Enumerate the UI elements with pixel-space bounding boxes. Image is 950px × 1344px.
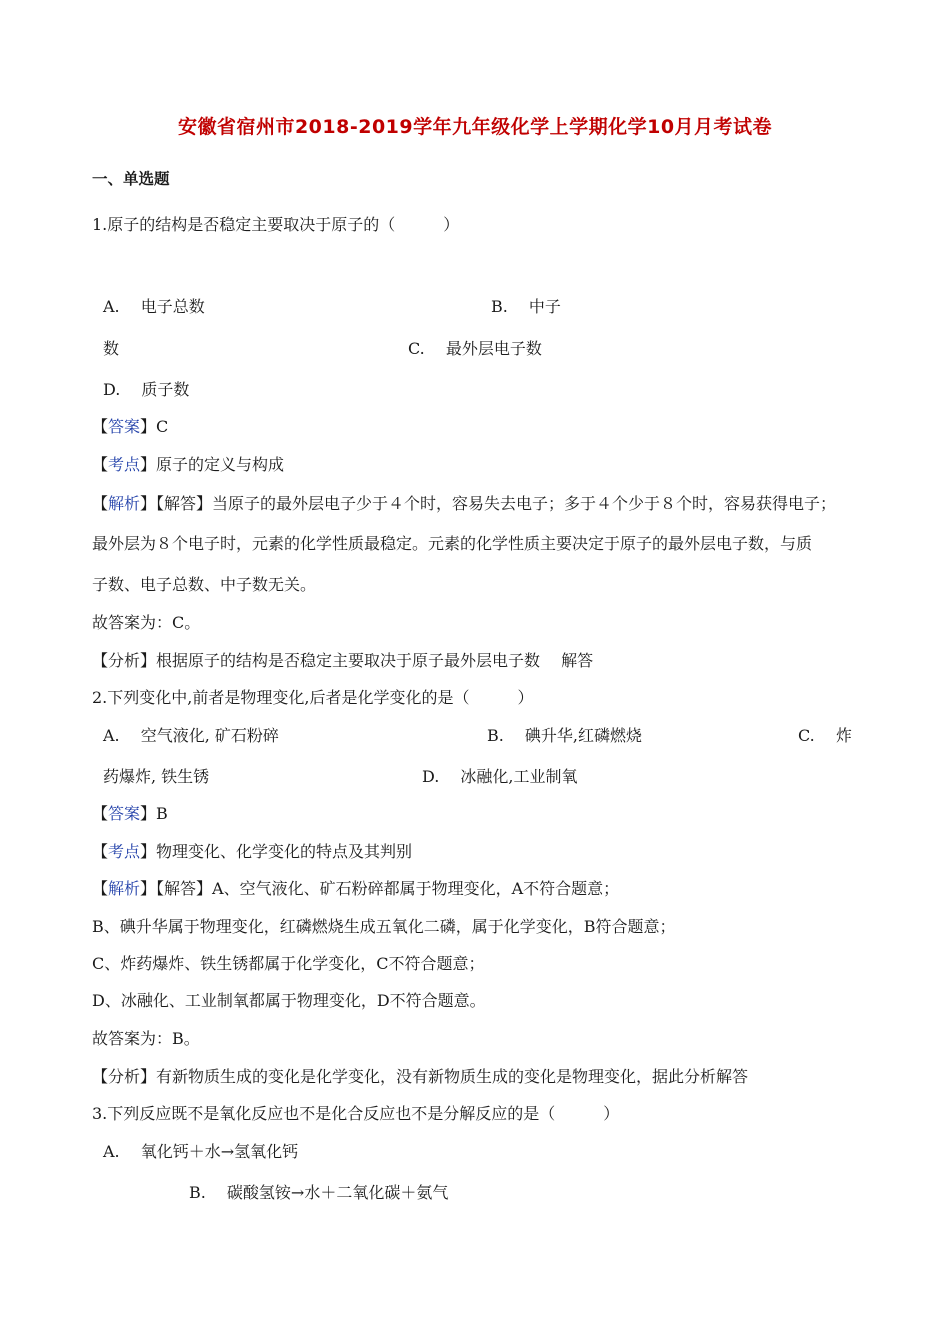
q2-option-d: D. 冰融化,工业制氧 — [422, 767, 578, 786]
q1-answer-value: C — [156, 417, 169, 436]
q1-option-b: B. 中子 — [491, 297, 561, 316]
q1-point: 【考点】原子的定义与构成 — [92, 455, 285, 474]
q1-analysis-text1: 【解答】当原子的最外层电子少于４个时，容易失去电子；多于４个少于８个时，容易获得电子； — [156, 494, 837, 513]
q1-conclusion: 故答案为：C。 — [92, 613, 201, 632]
point-tag: 考点 — [108, 842, 141, 861]
q1-analysis-line1: 【解析】【解答】当原子的最外层电子少于４个时，容易失去电子；多于４个少于８个时，容易获得电子； — [92, 494, 837, 513]
q2-answer: 【答案】B — [92, 804, 168, 823]
q1-analysis-line3: 子数、电子总数、中子数无关。 — [92, 575, 317, 594]
point-tag: 考点 — [108, 455, 141, 474]
q3-stem: 3.下列反应既不是氧化反应也不是化合反应也不是分解反应的是（ ） — [92, 1104, 620, 1123]
answer-tag: 答案 — [108, 417, 141, 436]
q1-option-a: A. 电子总数 — [103, 297, 205, 316]
analysis-tag: 解析 — [108, 494, 141, 513]
q1-point-value: 原子的定义与构成 — [156, 455, 285, 474]
q2-point: 【考点】物理变化、化学变化的特点及其判别 — [92, 842, 413, 861]
q1-option-b-cont: 数 — [103, 339, 120, 358]
q2-option-c: C. 炸 — [798, 726, 852, 745]
q3-option-b: B. 碳酸氢铵→水＋二氧化碳＋氨气 — [189, 1183, 449, 1202]
analysis-tag: 解析 — [108, 879, 141, 898]
q2-option-b: B. 碘升华,红磷燃烧 — [487, 726, 643, 745]
page-title: 安徽省宿州市2018-2019学年九年级化学上学期化学10月月考试卷 — [177, 116, 773, 138]
q2-analysis-line4: D、冰融化、工业制氧都属于物理变化，D不符合题意。 — [92, 991, 486, 1010]
q2-analysis-text1: 【解答】A、空气液化、矿石粉碎都属于物理变化，A不符合题意； — [156, 879, 620, 898]
q1-stem: 1.原子的结构是否稳定主要取决于原子的（ ） — [92, 215, 460, 234]
q1-fenxi: 【分析】根据原子的结构是否稳定主要取决于原子最外层电子数 解答 — [92, 651, 594, 670]
q2-point-value: 物理变化、化学变化的特点及其判别 — [156, 842, 413, 861]
q2-analysis-line1: 【解析】【解答】A、空气液化、矿石粉碎都属于物理变化，A不符合题意； — [92, 879, 620, 898]
q1-option-d: D. 质子数 — [103, 380, 190, 399]
q1-answer: 【答案】C — [92, 417, 169, 436]
q2-analysis-line3: C、炸药爆炸、铁生锈都属于化学变化，C不符合题意； — [92, 954, 485, 973]
q2-option-a: A. 空气液化, 矿石粉碎 — [103, 726, 279, 745]
q2-answer-value: B — [156, 804, 168, 823]
q3-option-a: A. 氧化钙＋水→氢氧化钙 — [103, 1142, 299, 1161]
section-heading: 一、单选题 — [92, 170, 170, 188]
q2-stem: 2.下列变化中,前者是物理变化,后者是化学变化的是（ ） — [92, 688, 534, 707]
q2-analysis-line2: B、碘升华属于物理变化，红磷燃烧生成五氧化二磷，属于化学变化，B符合题意； — [92, 917, 676, 936]
q2-conclusion: 故答案为：B。 — [92, 1029, 200, 1048]
q1-analysis-line2: 最外层为８个电子时，元素的化学性质最稳定。元素的化学性质主要决定于原子的最外层电子数，与质 — [92, 534, 813, 553]
q1-option-c: C. 最外层电子数 — [408, 339, 542, 358]
q2-fenxi: 【分析】有新物质生成的变化是化学变化，没有新物质生成的变化是物理变化，据此分析解答 — [92, 1067, 749, 1086]
answer-tag: 答案 — [108, 804, 141, 823]
q2-option-c-cont: 药爆炸, 铁生锈 — [103, 767, 210, 786]
